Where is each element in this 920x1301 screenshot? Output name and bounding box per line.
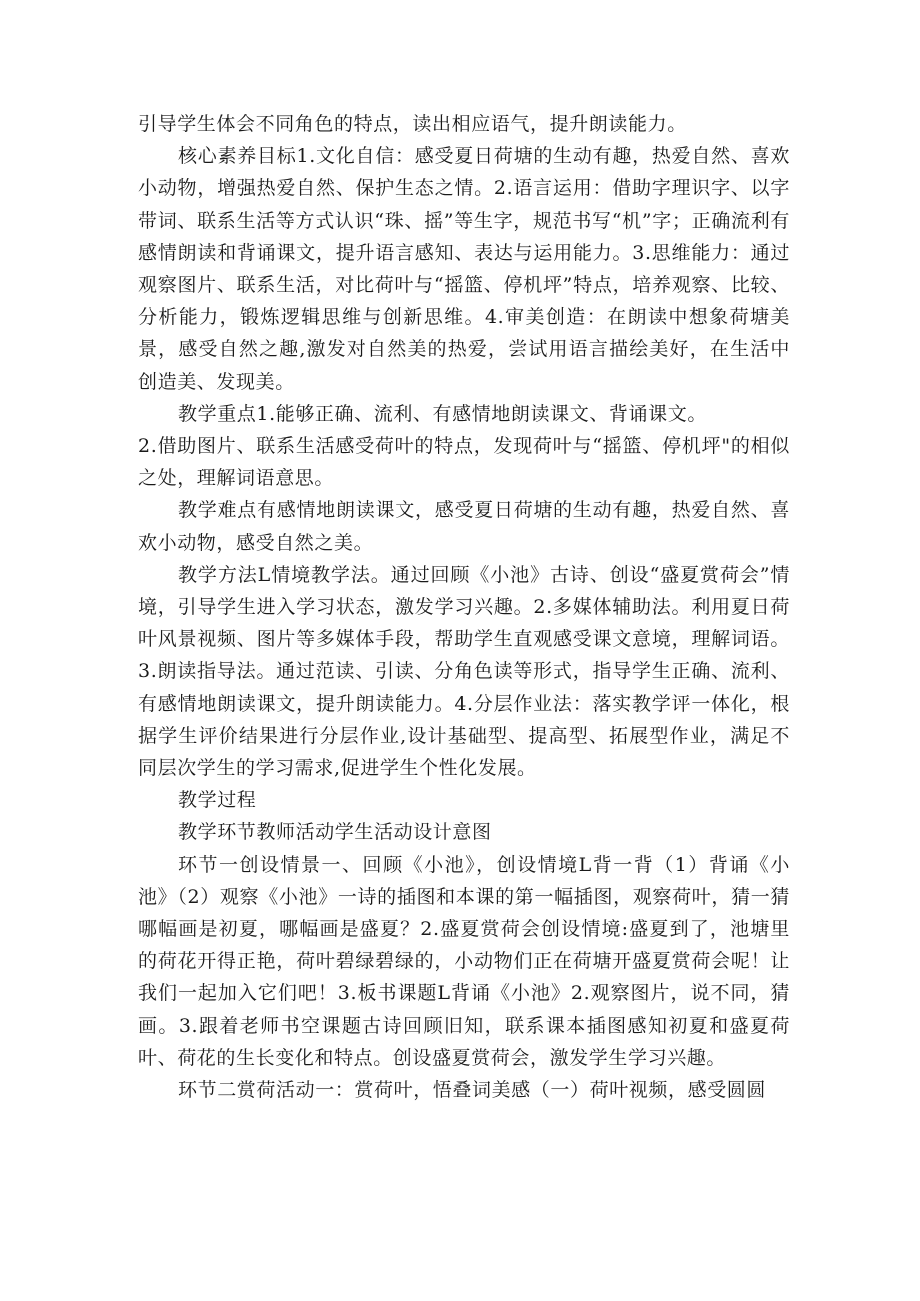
paragraph-teaching-focus-2: 2.借助图片、联系生活感受荷叶的特点，发现荷叶与“摇篮、停机坪"的相似之处，理解词语意思。 — [138, 435, 790, 490]
document-body — [138, 108, 790, 1106]
paragraph-teaching-focus: 教学重点1.能够正确、流利、有感情地朗读课文、背诵课文。 — [178, 402, 707, 425]
paragraph-teaching-methods: 教学方法L情境教学法。通过回顾《小池》古诗、创设“盛夏赏荷会”情境，引导学生进入学习状态，激发学习兴趣。2.多媒体辅助法。利用夏日荷叶风景视频、图片等多媒体手段，帮助学生直观感受课文意境，理解词语。3.朗读指导法。通过范读、引读、分角色读等形式，指导学生正确、流利、有感情地朗读课文，提升朗读能力。4.分层作业法：落实教学评一体化，根据学生评价结果进行分层作业,设计基础型、提高型、拓展型作业，满足不同层次学生的学习需求,促进学生个性化发展。 — [138, 563, 790, 780]
paragraph-core-literacy-goals: 核心素养目标1.文化自信：感受夏日荷塘的生动有趣，热爱自然、喜欢小动物，增强热爱自然、保护生态之情。2.语言运用：借助字理识字、以字带词、联系生活等方式认识“珠、摇”等生字，规范书写“机”字；正确流利有感情朗读和背诵课文，提升语言感知、表达与运用能力。3.思维能力：通过观察图片、联系生活，对比荷叶与“摇篮、停机坪”特点，培养观察、比较、分析能力，锻炼逻辑思维与创新思维。4.审美创造：在朗读中想象荷塘美景，感受自然之趣,激发对自然美的热爱，尝试用语言描绘美好，在生活中创造美、发现美。 — [138, 145, 790, 393]
paragraph-teaching-difficulty: 教学难点有感情地朗读课文，感受夏日荷塘的生动有趣，热爱自然、喜欢小动物，感受自然之美。 — [138, 499, 790, 554]
paragraph-teaching-process-heading: 教学过程 — [178, 789, 257, 812]
paragraph-stage-one: 环节一创设情景一、回顾《小池》，创设情境L背一背（1）背诵《小池》（2）观察《小池》一诗的插图和本课的第一幅插图，观察荷叶，猜一猜哪幅画是初夏，哪幅画是盛夏？2.盛夏赏荷会创设情境:盛夏到了，池塘里的荷花开得正艳，荷叶碧绿碧绿的，小动物们正在荷塘开盛夏赏荷会呢！让我们一起加入它们吧！3.板书课题L背诵《小池》2.观察图片，说不同，猜画。3.跟着老师书空课题古诗回顾旧知，联系课本插图感知初夏和盛夏荷叶、荷花的生长变化和特点。创设盛夏赏荷会，激发学生学习兴趣。 — [138, 853, 790, 1069]
paragraph-table-header: 教学环节教师活动学生活动设计意图 — [178, 821, 492, 844]
paragraph-stage-two: 环节二赏荷活动一：赏荷叶，悟叠词美感（一）荷叶视频，感受圆圆 — [178, 1079, 767, 1102]
paragraph-role-reading: 引导学生体会不同角色的特点，读出相应语气，提升朗读能力。 — [138, 113, 687, 135]
